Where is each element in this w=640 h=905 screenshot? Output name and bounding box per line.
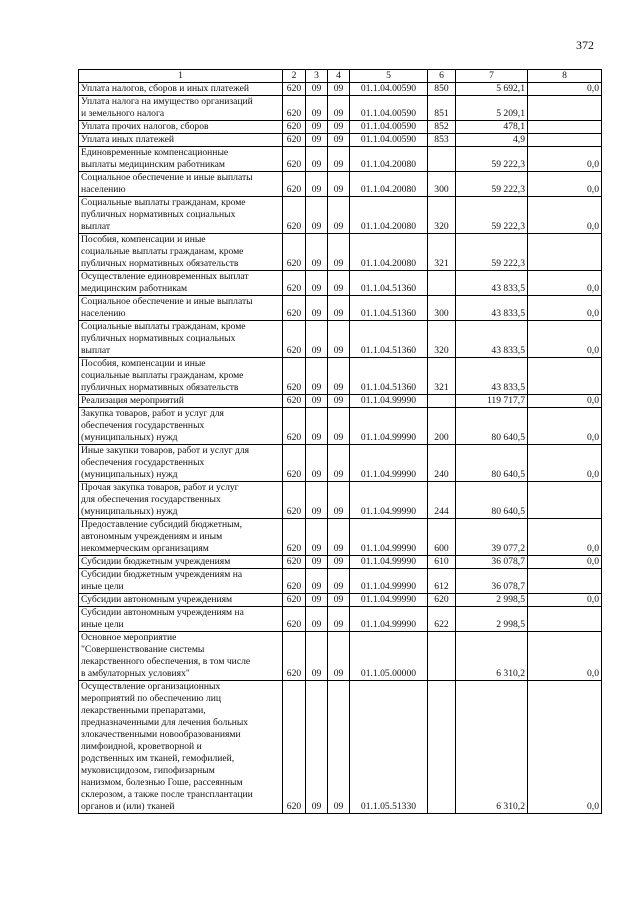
cell-amount: 80 640,5 [456,408,528,445]
header-cell-8: 8 [528,70,602,83]
budget-table [78,69,602,814]
cell-name: Субсидии автономным учреждениям на иные цели [79,607,283,632]
cell-admin-code: 620 [283,271,306,296]
cell-target-article: 01.1.05.51330 [350,681,428,814]
cell-expense-type [428,271,456,296]
cell-expense-type: 300 [428,172,456,197]
cell-admin-code: 620 [283,632,306,681]
cell-name: Предоставление субсидий бюджетным, автономным учреждениям и иным некоммерческим организациям [79,519,283,556]
cell-name: Социальные выплаты гражданам, кроме публичных нормативных социальных выплат [79,197,283,234]
cell-amount-2 [528,358,602,395]
cell-section: 09 [306,594,328,607]
cell-subsection: 09 [328,681,350,814]
cell-subsection: 09 [328,147,350,172]
cell-amount: 36 078,7 [456,569,528,594]
cell-target-article: 01.1.04.00590 [350,96,428,121]
cell-amount-2: 0,0 [528,395,602,408]
table-row [79,271,602,296]
cell-admin-code: 620 [283,681,306,814]
cell-amount-2 [528,569,602,594]
cell-expense-type: 320 [428,321,456,358]
table-row [79,632,602,681]
cell-section: 09 [306,172,328,197]
cell-name: Осуществление организационных мероприятий по обеспечению лиц лекарственными препаратами, предназначенными для лечения больных злокачественными новообразованиями лимфоидной, кроветворной и родственных им тканей, гемофилией, муковисцидозом, гипофизарным нанизмом, болезнью Гоше, рассеянным склерозом, а также после трансплантации органов и (или) тканей [79,681,283,814]
cell-amount: 43 833,5 [456,271,528,296]
cell-subsection: 09 [328,321,350,358]
cell-amount: 5 209,1 [456,96,528,121]
table-row [79,556,602,569]
cell-name: Прочая закупка товаров, работ и услуг для обеспечения государственных (муниципальных) нужд [79,482,283,519]
page-number: 372 [576,38,594,52]
header-cell-2: 2 [283,70,306,83]
cell-expense-type: 853 [428,134,456,147]
cell-admin-code: 620 [283,395,306,408]
cell-expense-type: 851 [428,96,456,121]
cell-target-article: 01.1.04.51360 [350,271,428,296]
cell-target-article: 01.1.04.99990 [350,395,428,408]
cell-expense-type: 612 [428,569,456,594]
cell-name: Уплата иных платежей [79,134,283,147]
cell-amount-2: 0,0 [528,408,602,445]
cell-amount: 2 998,5 [456,594,528,607]
cell-section: 09 [306,96,328,121]
cell-expense-type: 321 [428,234,456,271]
cell-name: Уплата налога на имущество организаций и земельного налога [79,96,283,121]
cell-target-article: 01.1.04.20080 [350,172,428,197]
cell-expense-type [428,632,456,681]
cell-section: 09 [306,607,328,632]
cell-admin-code: 620 [283,121,306,134]
cell-expense-type: 610 [428,556,456,569]
cell-subsection: 09 [328,408,350,445]
cell-expense-type: 321 [428,358,456,395]
cell-target-article: 01.1.04.99990 [350,408,428,445]
cell-target-article: 01.1.05.00000 [350,632,428,681]
cell-admin-code: 620 [283,197,306,234]
cell-subsection: 09 [328,96,350,121]
cell-expense-type: 850 [428,83,456,96]
cell-admin-code: 620 [283,445,306,482]
table-row [79,321,602,358]
cell-amount: 5 692,1 [456,83,528,96]
cell-subsection: 09 [328,234,350,271]
cell-amount: 36 078,7 [456,556,528,569]
table-row [79,121,602,134]
cell-name: Субсидии бюджетным учреждениям на иные цели [79,569,283,594]
cell-section: 09 [306,147,328,172]
cell-amount-2: 0,0 [528,83,602,96]
header-cell-5: 5 [350,70,428,83]
cell-name: Субсидии автономным учреждениям [79,594,283,607]
cell-name: Субсидии бюджетным учреждениям [79,556,283,569]
cell-admin-code: 620 [283,569,306,594]
cell-amount: 478,1 [456,121,528,134]
cell-amount: 4,9 [456,134,528,147]
header-cell-3: 3 [306,70,328,83]
cell-target-article: 01.1.04.20080 [350,147,428,172]
cell-expense-type [428,147,456,172]
cell-name: Социальное обеспечение и иные выплаты населению [79,296,283,321]
cell-name: Осуществление единовременных выплат медицинским работникам [79,271,283,296]
cell-amount: 43 833,5 [456,321,528,358]
cell-section: 09 [306,197,328,234]
cell-subsection: 09 [328,358,350,395]
cell-section: 09 [306,408,328,445]
cell-target-article: 01.1.04.99990 [350,607,428,632]
cell-subsection: 09 [328,296,350,321]
table-row [79,594,602,607]
cell-section: 09 [306,519,328,556]
cell-amount-2 [528,482,602,519]
cell-admin-code: 620 [283,296,306,321]
cell-amount-2 [528,234,602,271]
cell-section: 09 [306,556,328,569]
cell-section: 09 [306,632,328,681]
cell-admin-code: 620 [283,482,306,519]
cell-admin-code: 620 [283,594,306,607]
header-cell-7: 7 [456,70,528,83]
cell-subsection: 09 [328,482,350,519]
cell-amount: 6 310,2 [456,632,528,681]
table-row [79,96,602,121]
table-row [79,607,602,632]
cell-amount: 39 077,2 [456,519,528,556]
table-row [79,296,602,321]
cell-amount-2: 0,0 [528,172,602,197]
cell-expense-type: 600 [428,519,456,556]
cell-target-article: 01.1.04.20080 [350,234,428,271]
cell-admin-code: 620 [283,172,306,197]
cell-subsection: 09 [328,594,350,607]
cell-subsection: 09 [328,445,350,482]
cell-amount: 2 998,5 [456,607,528,632]
cell-section: 09 [306,121,328,134]
cell-amount: 80 640,5 [456,482,528,519]
cell-target-article: 01.1.04.00590 [350,121,428,134]
cell-expense-type: 200 [428,408,456,445]
cell-expense-type [428,681,456,814]
cell-section: 09 [306,134,328,147]
cell-admin-code: 620 [283,234,306,271]
cell-admin-code: 620 [283,83,306,96]
cell-subsection: 09 [328,607,350,632]
cell-target-article: 01.1.04.99990 [350,482,428,519]
cell-name: Реализация мероприятий [79,395,283,408]
cell-name: Уплата налогов, сборов и иных платежей [79,83,283,96]
table-row [79,519,602,556]
cell-target-article: 01.1.04.99990 [350,556,428,569]
cell-target-article: 01.1.04.00590 [350,134,428,147]
cell-admin-code: 620 [283,321,306,358]
cell-subsection: 09 [328,395,350,408]
cell-name: Пособия, компенсации и иные социальные выплаты гражданам, кроме публичных нормативных обязательств [79,234,283,271]
cell-subsection: 09 [328,632,350,681]
table-row [79,445,602,482]
cell-admin-code: 620 [283,96,306,121]
table-row [79,358,602,395]
cell-target-article: 01.1.04.99990 [350,519,428,556]
cell-target-article: 01.1.04.51360 [350,321,428,358]
cell-amount-2 [528,134,602,147]
table-row [79,147,602,172]
header-cell-1: 1 [79,70,283,83]
cell-target-article: 01.1.04.99990 [350,445,428,482]
cell-target-article: 01.1.04.99990 [350,594,428,607]
table-row [79,395,602,408]
cell-amount-2: 0,0 [528,632,602,681]
cell-amount: 6 310,2 [456,681,528,814]
cell-section: 09 [306,358,328,395]
cell-subsection: 09 [328,121,350,134]
cell-expense-type: 244 [428,482,456,519]
table-row [79,408,602,445]
cell-name: Закупка товаров, работ и услуг для обеспечения государственных (муниципальных) нужд [79,408,283,445]
cell-admin-code: 620 [283,607,306,632]
table-row [79,172,602,197]
cell-amount-2: 0,0 [528,271,602,296]
cell-section: 09 [306,395,328,408]
cell-admin-code: 620 [283,519,306,556]
cell-expense-type: 240 [428,445,456,482]
cell-admin-code: 620 [283,408,306,445]
cell-section: 09 [306,681,328,814]
cell-amount: 59 222,3 [456,234,528,271]
cell-amount: 119 717,7 [456,395,528,408]
cell-expense-type: 620 [428,594,456,607]
header-cell-6: 6 [428,70,456,83]
cell-amount-2: 0,0 [528,681,602,814]
cell-amount-2: 0,0 [528,296,602,321]
cell-amount: 59 222,3 [456,172,528,197]
cell-expense-type: 622 [428,607,456,632]
cell-target-article: 01.1.04.20080 [350,197,428,234]
cell-name: Основное мероприятие "Совершенствование системы лекарственного обеспечения, в том числе в амбулаторных условиях" [79,632,283,681]
cell-subsection: 09 [328,569,350,594]
cell-subsection: 09 [328,134,350,147]
cell-amount-2: 0,0 [528,197,602,234]
cell-amount-2 [528,607,602,632]
cell-subsection: 09 [328,556,350,569]
cell-subsection: 09 [328,172,350,197]
cell-expense-type: 852 [428,121,456,134]
cell-amount-2 [528,96,602,121]
cell-admin-code: 620 [283,556,306,569]
table-row [79,83,602,96]
table-row [79,197,602,234]
cell-amount: 43 833,5 [456,296,528,321]
cell-amount-2: 0,0 [528,147,602,172]
cell-target-article: 01.1.04.51360 [350,358,428,395]
cell-section: 09 [306,271,328,296]
cell-amount-2: 0,0 [528,556,602,569]
cell-section: 09 [306,321,328,358]
cell-expense-type [428,395,456,408]
cell-name: Единовременные компенсационные выплаты медицинским работникам [79,147,283,172]
cell-section: 09 [306,569,328,594]
cell-section: 09 [306,445,328,482]
cell-amount: 80 640,5 [456,445,528,482]
cell-amount-2: 0,0 [528,594,602,607]
cell-target-article: 01.1.04.00590 [350,83,428,96]
cell-name: Социальное обеспечение и иные выплаты населению [79,172,283,197]
cell-subsection: 09 [328,197,350,234]
cell-subsection: 09 [328,519,350,556]
cell-amount-2: 0,0 [528,321,602,358]
cell-admin-code: 620 [283,134,306,147]
cell-name: Уплата прочих налогов, сборов [79,121,283,134]
cell-target-article: 01.1.04.51360 [350,296,428,321]
cell-name: Социальные выплаты гражданам, кроме публичных нормативных социальных выплат [79,321,283,358]
cell-amount: 43 833,5 [456,358,528,395]
table-row [79,134,602,147]
header-cell-4: 4 [328,70,350,83]
table-body [79,83,602,814]
table-header-row [79,70,602,83]
table-row [79,681,602,814]
cell-admin-code: 620 [283,147,306,172]
cell-expense-type: 300 [428,296,456,321]
table-row [79,569,602,594]
cell-name: Иные закупки товаров, работ и услуг для обеспечения государственных (муниципальных) нужд [79,445,283,482]
cell-amount-2 [528,121,602,134]
cell-amount-2: 0,0 [528,519,602,556]
cell-section: 09 [306,83,328,96]
cell-section: 09 [306,234,328,271]
cell-expense-type: 320 [428,197,456,234]
table-row [79,234,602,271]
cell-admin-code: 620 [283,358,306,395]
cell-subsection: 09 [328,271,350,296]
cell-section: 09 [306,296,328,321]
cell-amount-2: 0,0 [528,445,602,482]
cell-target-article: 01.1.04.99990 [350,569,428,594]
cell-amount: 59 222,3 [456,197,528,234]
cell-subsection: 09 [328,83,350,96]
cell-section: 09 [306,482,328,519]
cell-amount: 59 222,3 [456,147,528,172]
table-row [79,482,602,519]
cell-name: Пособия, компенсации и иные социальные выплаты гражданам, кроме публичных нормативных обязательств [79,358,283,395]
